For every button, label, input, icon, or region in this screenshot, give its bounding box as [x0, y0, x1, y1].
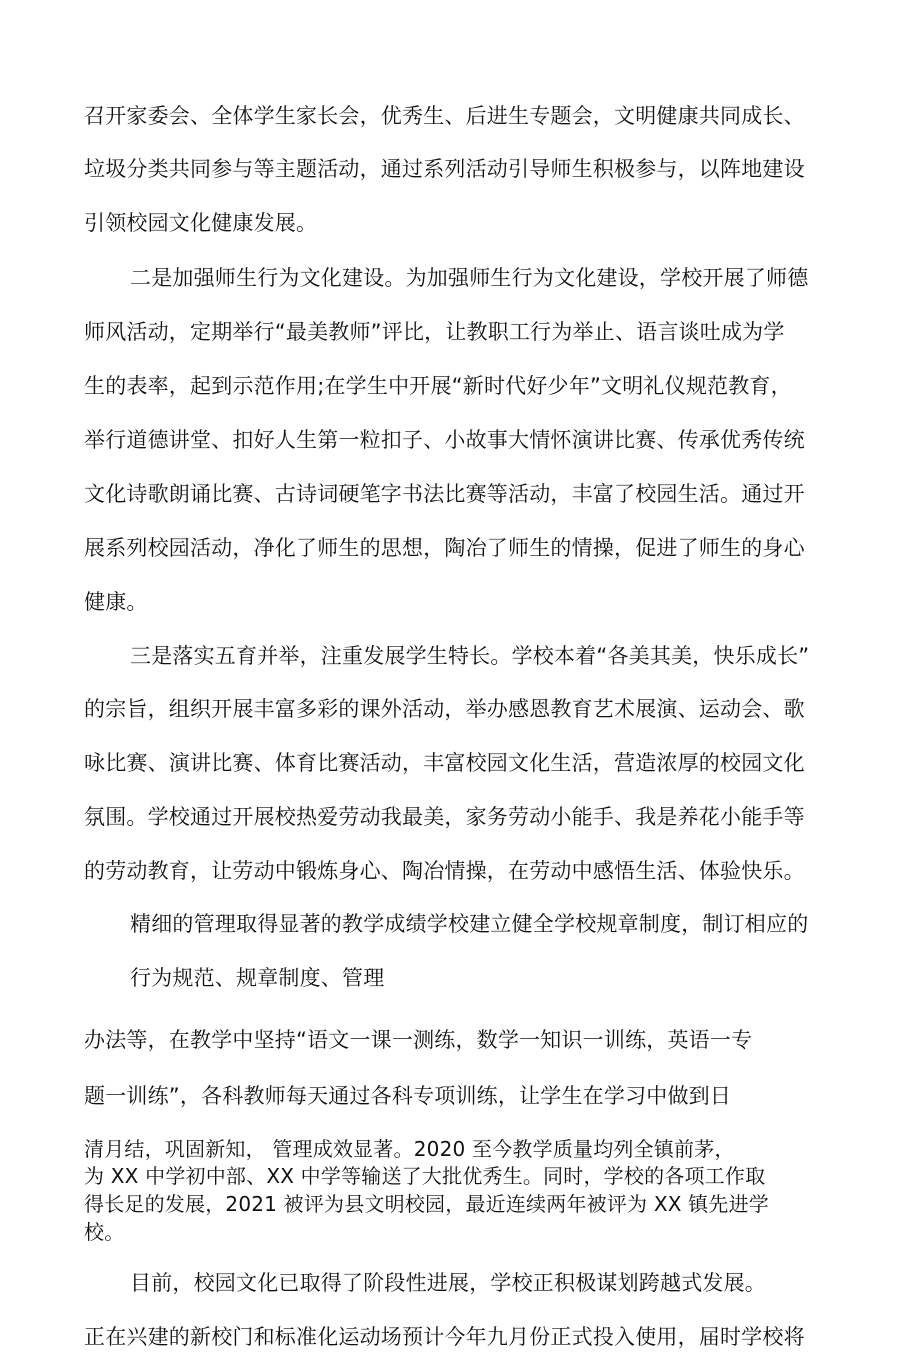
- text-line: 三是落实五育并举，注重发展学生特长。学校本着“各美其美，快乐成长”: [130, 644, 810, 668]
- text-line: 咏比赛、演讲比赛、体育比赛活动，丰富校园文化生活，营造浓厚的校园文化: [84, 751, 805, 775]
- text-line: 健康。: [84, 590, 148, 614]
- text-line: 的劳动教育，让劳动中锻炼身心、陶冶情操，在劳动中感悟生活、体验快乐。: [84, 859, 805, 883]
- text-line: 办法等，在教学中坚持“语文一课一测练，数学一知识一训练，英语一专: [84, 1028, 753, 1052]
- text-line: 的宗旨，组织开展丰富多彩的课外活动，举办感恩教育艺术展演、运动会、歌: [84, 697, 805, 721]
- text-line: 正在兴建的新校门和标准化运动场预计今年九月份正式投入使用，届时学校将: [84, 1325, 805, 1349]
- text-line: 得长足的发展，2021 被评为县文明校园，最近连续两年被评为 XX 镇先进学: [84, 1192, 769, 1216]
- text-line: 清月结，巩固新知， 管理成效显著。2020 至今教学质量均列全镇前茅，: [84, 1137, 735, 1161]
- text-line: 精细的管理取得显著的教学成绩学校建立健全学校规章制度，制订相应的: [130, 912, 809, 936]
- text-line: 生的表率，起到示范作用;在学生中开展“新时代好少年”文明礼仪规范教育，: [84, 374, 792, 398]
- text-line: 题一训练”，各科教师每天通过各科专项训练，让学生在学习中做到日: [84, 1084, 732, 1108]
- text-line: 引领校园文化健康发展。: [84, 211, 318, 235]
- text-line: 二是加强师生行为文化建设。为加强师生行为文化建设，学校开展了师德: [130, 266, 809, 290]
- text-line: 文化诗歌朗诵比赛、古诗词硬笔字书法比赛等活动，丰富了校园生活。通过开: [84, 482, 805, 506]
- text-line: 氛围。学校通过开展校热爱劳动我最美，家务劳动小能手、我是养花小能手等: [84, 805, 805, 829]
- text-line: 行为规范、规章制度、管理: [130, 966, 385, 990]
- text-line: 师风活动，定期举行“最美教师”评比，让教职工行为举止、语言谈吐成为学: [84, 320, 785, 344]
- text-line: 为 XX 中学初中部、XX 中学等输送了大批优秀生。同时，学校的各项工作取: [84, 1164, 766, 1188]
- text-line: 举行道德讲堂、扣好人生第一粒扣子、小故事大情怀演讲比赛、传承优秀传统: [84, 428, 805, 452]
- text-line: 垃圾分类共同参与等主题活动，通过系列活动引导师生积极参与，以阵地建设: [84, 157, 805, 181]
- text-line: 展系列校园活动，净化了师生的思想，陶冶了师生的情操，促进了师生的身心: [84, 536, 805, 560]
- text-line: 校。: [84, 1220, 125, 1244]
- text-line: 召开家委会、全体学生家长会，优秀生、后进生专题会，文明健康共同成长、: [84, 104, 805, 128]
- text-line: 目前，校园文化已取得了阶段性进展，学校正积极谋划跨越式发展。: [130, 1271, 766, 1295]
